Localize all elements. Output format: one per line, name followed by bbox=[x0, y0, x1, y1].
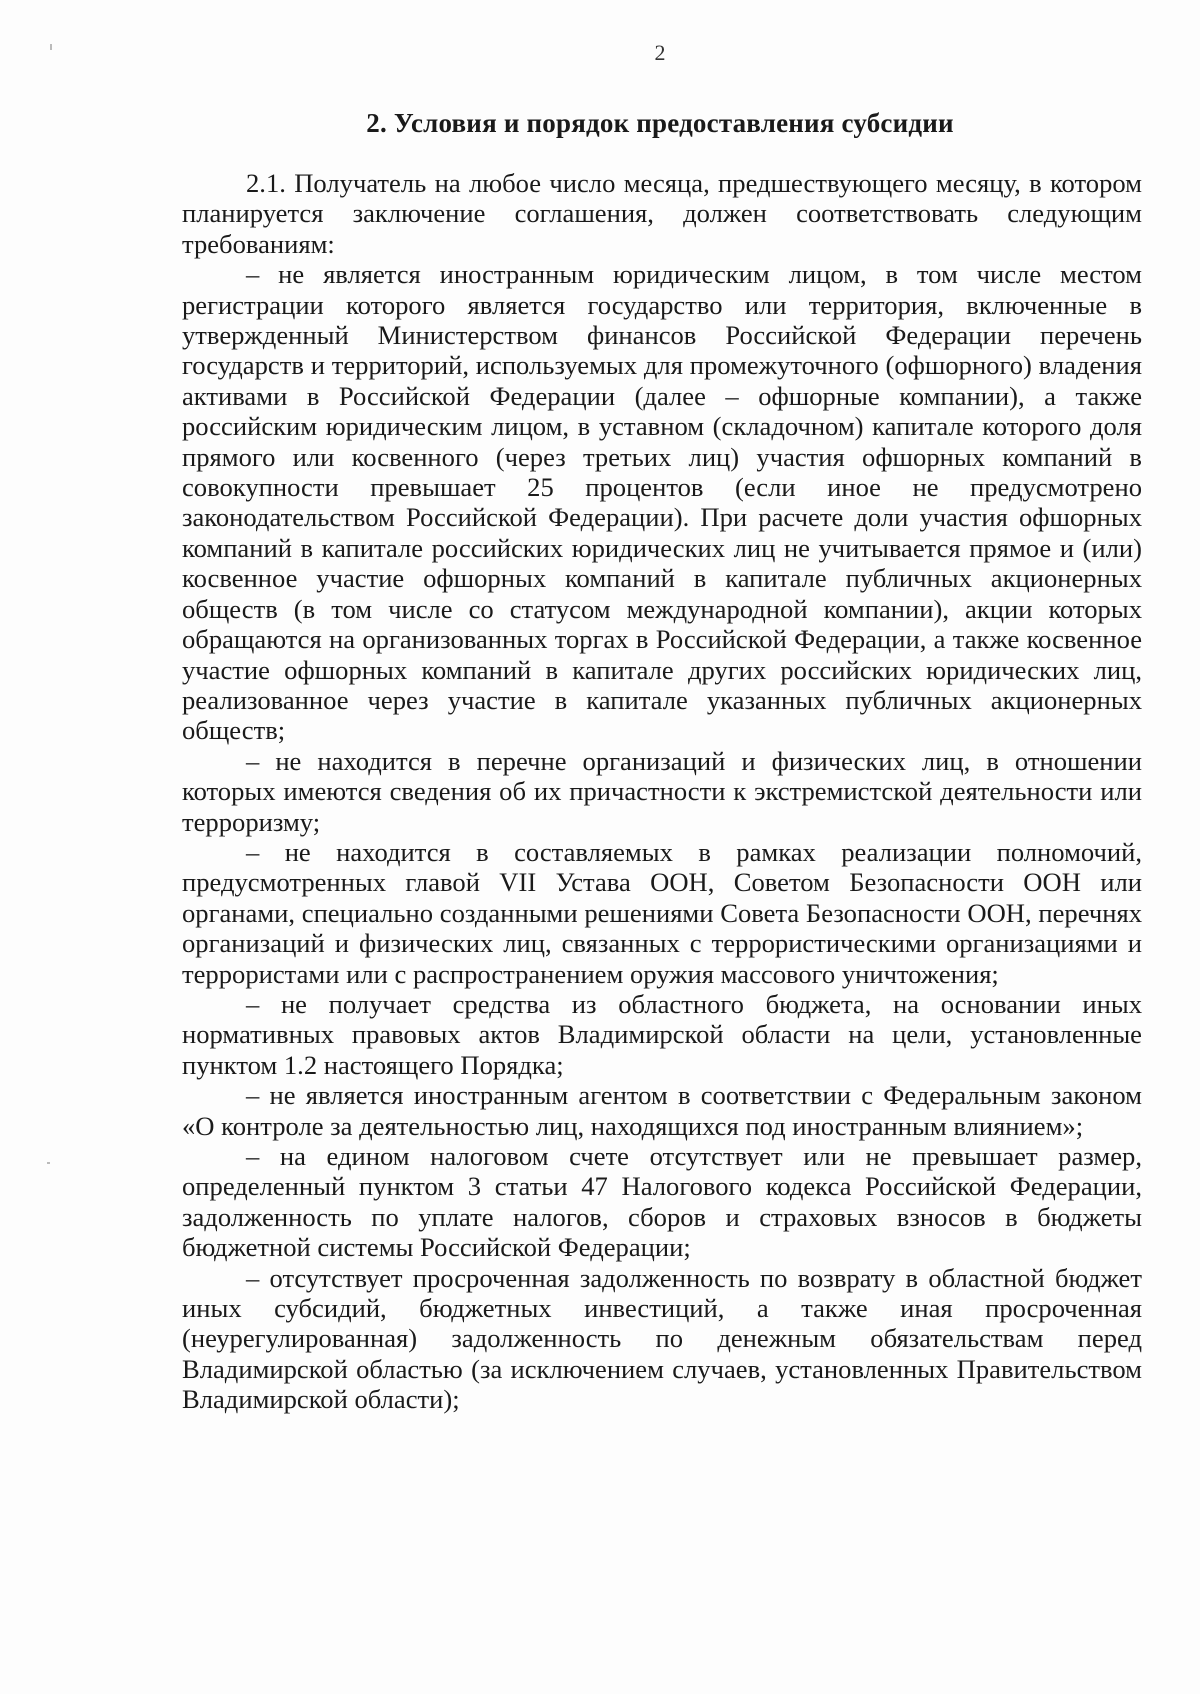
scan-artifact bbox=[47, 1162, 50, 1164]
requirement-no-other-funds: – не получает средства из областного бюджета, на основании иных нормативных правовых актов Владимирской области на цели, установленные пунктом 1.2 настоящего Порядка; bbox=[182, 988, 1142, 1080]
requirement-foreign-agent: – не является иностранным агентом в соответствии с Федеральным законом «О контроле за деятельностью лиц, находящихся под иностранным влиянием»; bbox=[182, 1080, 1142, 1141]
requirement-extremism-list: – не находится в перечне организаций и физических лиц, в отношении которых имеются сведения об их причастности к экстремистской деятельности или терроризму; bbox=[182, 745, 1142, 837]
paragraph-2-1: 2.1. Получатель на любое число месяца, предшествующего месяцу, в котором планируется заключение соглашения, должен соответствовать следующим требованиям: bbox=[182, 168, 1142, 259]
requirement-overdue-debt: – отсутствует просроченная задолженность по возврату в областной бюджет иных субсидий, бюджетных инвестиций, а также иная просроченная (неурегулированная) задолженность по денежным обязательствам перед Владимирской областью (за исключением случаев, установленных Правительством Владимирской области); bbox=[182, 1262, 1142, 1415]
requirement-un-list: – не находится в составляемых в рамках реализации полномочий, предусмотренных главой VII Устава ООН, Советом Безопасности ООН или органами, специально созданными решениями Совета Безопасности ООН, перечнях организаций и физических лиц, связанных с террористическими организациями и террористами или с распространением оружия массового уничтожения; bbox=[182, 836, 1142, 989]
section-title: 2. Условия и порядок предоставления субсидии bbox=[366, 108, 954, 138]
requirement-tax-debt: – на едином налоговом счете отсутствует или не превышает размер, определенный пунктом 3 статьи 47 Налогового кодекса Российской Федерации, задолженность по уплате налогов, сборов и страховых взносов в бюджеты бюджетной системы Российской Федерации; bbox=[182, 1141, 1142, 1263]
requirement-offshore: – не является иностранным юридическим лицом, в том числе местом регистрации которого является государство или территория, включенные в утвержденный Министерством финансов Российской Федерации перечень государств и территорий, используемых для промежуточного (офшорного) владения активами в Российской Федерации (далее – офшорные компании), а также российским юридическим лицом, в уставном (складочном) капитале которого доля прямого или косвенного (через третьих лиц) участия офшорных компаний в совокупности превышает 25 процентов (если иное не предусмотрено законодательством Российской Федерации). При расчете доли участия офшорных компаний в капитале российских юридических лиц не учитывается прямое и (или) косвенное участие офшорных компаний в капитале публичных акционерных обществ (в том числе со статусом международной компании), акции которых обращаются на организованных торгах в Российской Федерации, а также косвенное участие офшорных компаний в капитале других российских юридических лиц, реализованное через участие в капитале указанных публичных акционерных обществ; bbox=[182, 259, 1142, 746]
page-number: 2 bbox=[654, 40, 666, 65]
body-text bbox=[182, 168, 1142, 1415]
